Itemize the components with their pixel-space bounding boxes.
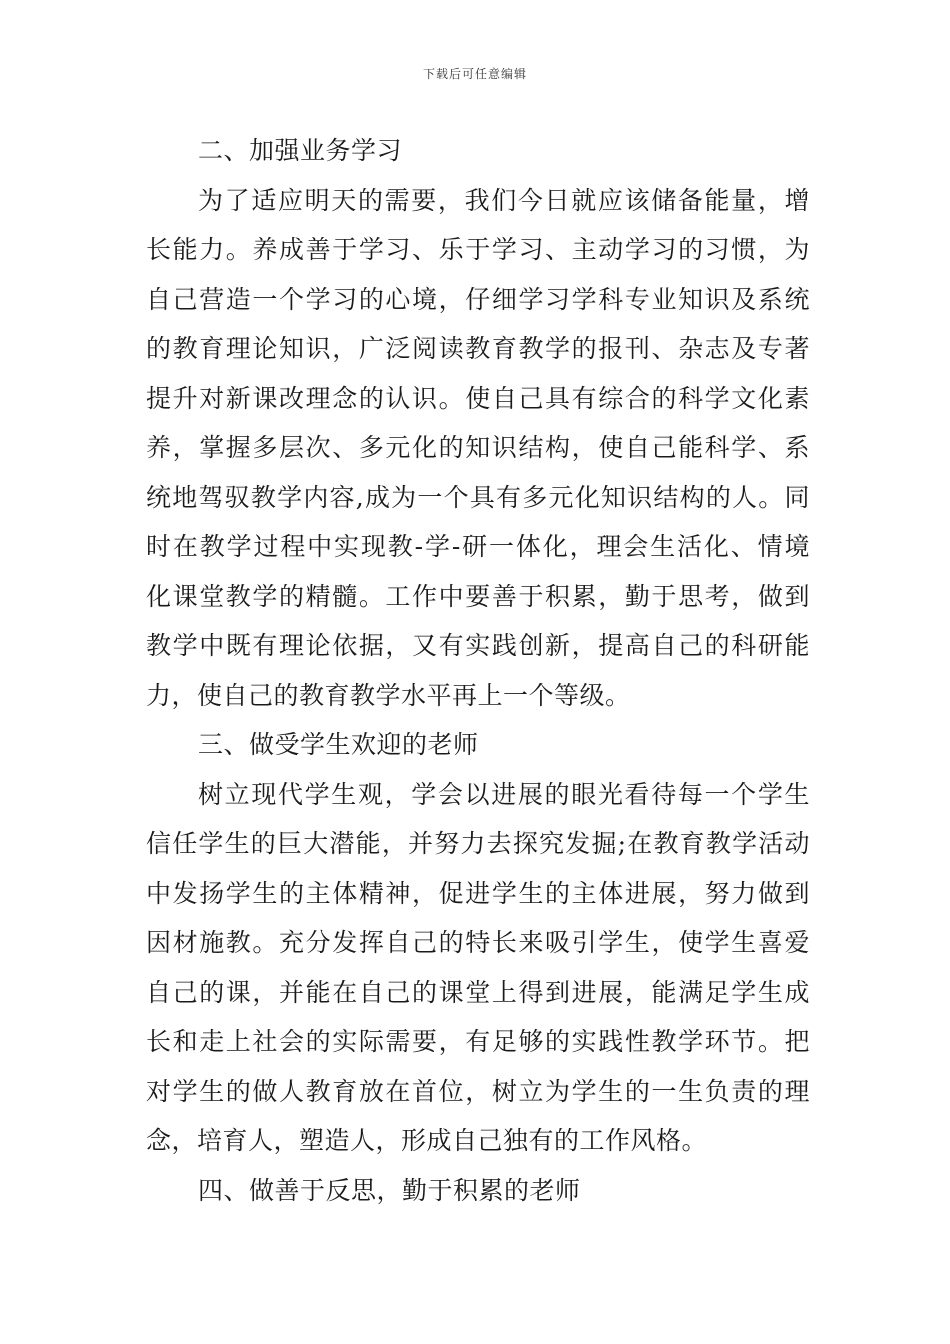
paragraph-line: 统地驾驭教学内容,成为一个具有多元化知识结构的人。同 [146, 482, 810, 512]
paragraph-line: 提升对新课改理念的认识。使自己具有综合的科学文化素 [146, 383, 810, 413]
paragraph-line: 对学生的做人教育放在首位，树立为学生的一生负责的理 [146, 1076, 810, 1106]
paragraph-line: 化课堂教学的精髓。工作中要善于积累，勤于思考，做到 [146, 581, 810, 611]
page-header: 下载后可任意编辑 [422, 67, 527, 81]
paragraph-line: 中发扬学生的主体精神，促进学生的主体进展，努力做到 [146, 878, 810, 908]
paragraph-line: 养，掌握多层次、多元化的知识结构，使自己能科学、系 [146, 433, 810, 462]
paragraph-line: 树立现代学生观，学会以进展的眼光看待每一个学生 [198, 779, 810, 809]
paragraph-line: 时在教学过程中实现教-学-研一体化，理会生活化、情境 [146, 532, 810, 561]
paragraph-line: 力，使自己的教育教学水平再上一个等级。 [146, 680, 631, 710]
paragraph-line: 为了适应明天的需要，我们今日就应该储备能量，增 [198, 185, 810, 215]
section-heading-2: 二、加强业务学习 [198, 136, 403, 165]
paragraph-line: 信任学生的巨大潜能，并努力去探究发掘;在教育教学活动 [146, 829, 810, 858]
section-heading-4: 四、做善于反思，勤于积累的老师 [198, 1175, 581, 1205]
paragraph-line: 的教育理论知识，广泛阅读教育教学的报刊、杂志及专著 [146, 334, 810, 363]
paragraph-line: 长能力。养成善于学习、乐于学习、主动学习的习惯，为 [146, 235, 810, 264]
document-body [146, 126, 810, 1215]
paragraph-line: 自己的课，并能在自己的课堂上得到进展，能满足学生成 [146, 977, 810, 1007]
paragraph-line: 因材施教。充分发挥自己的特长来吸引学生，使学生喜爱 [146, 928, 810, 957]
paragraph-line: 自己营造一个学习的心境，仔细学习学科专业知识及系统 [146, 284, 810, 314]
section-heading-3: 三、做受学生欢迎的老师 [198, 730, 479, 759]
paragraph-line: 念，培育人，塑造人，形成自己独有的工作风格。 [146, 1126, 708, 1155]
paragraph-line: 教学中既有理论依据，又有实践创新，提高自己的科研能 [146, 631, 810, 660]
paragraph-line: 长和走上社会的实际需要，有足够的实践性教学环节。把 [146, 1027, 810, 1056]
